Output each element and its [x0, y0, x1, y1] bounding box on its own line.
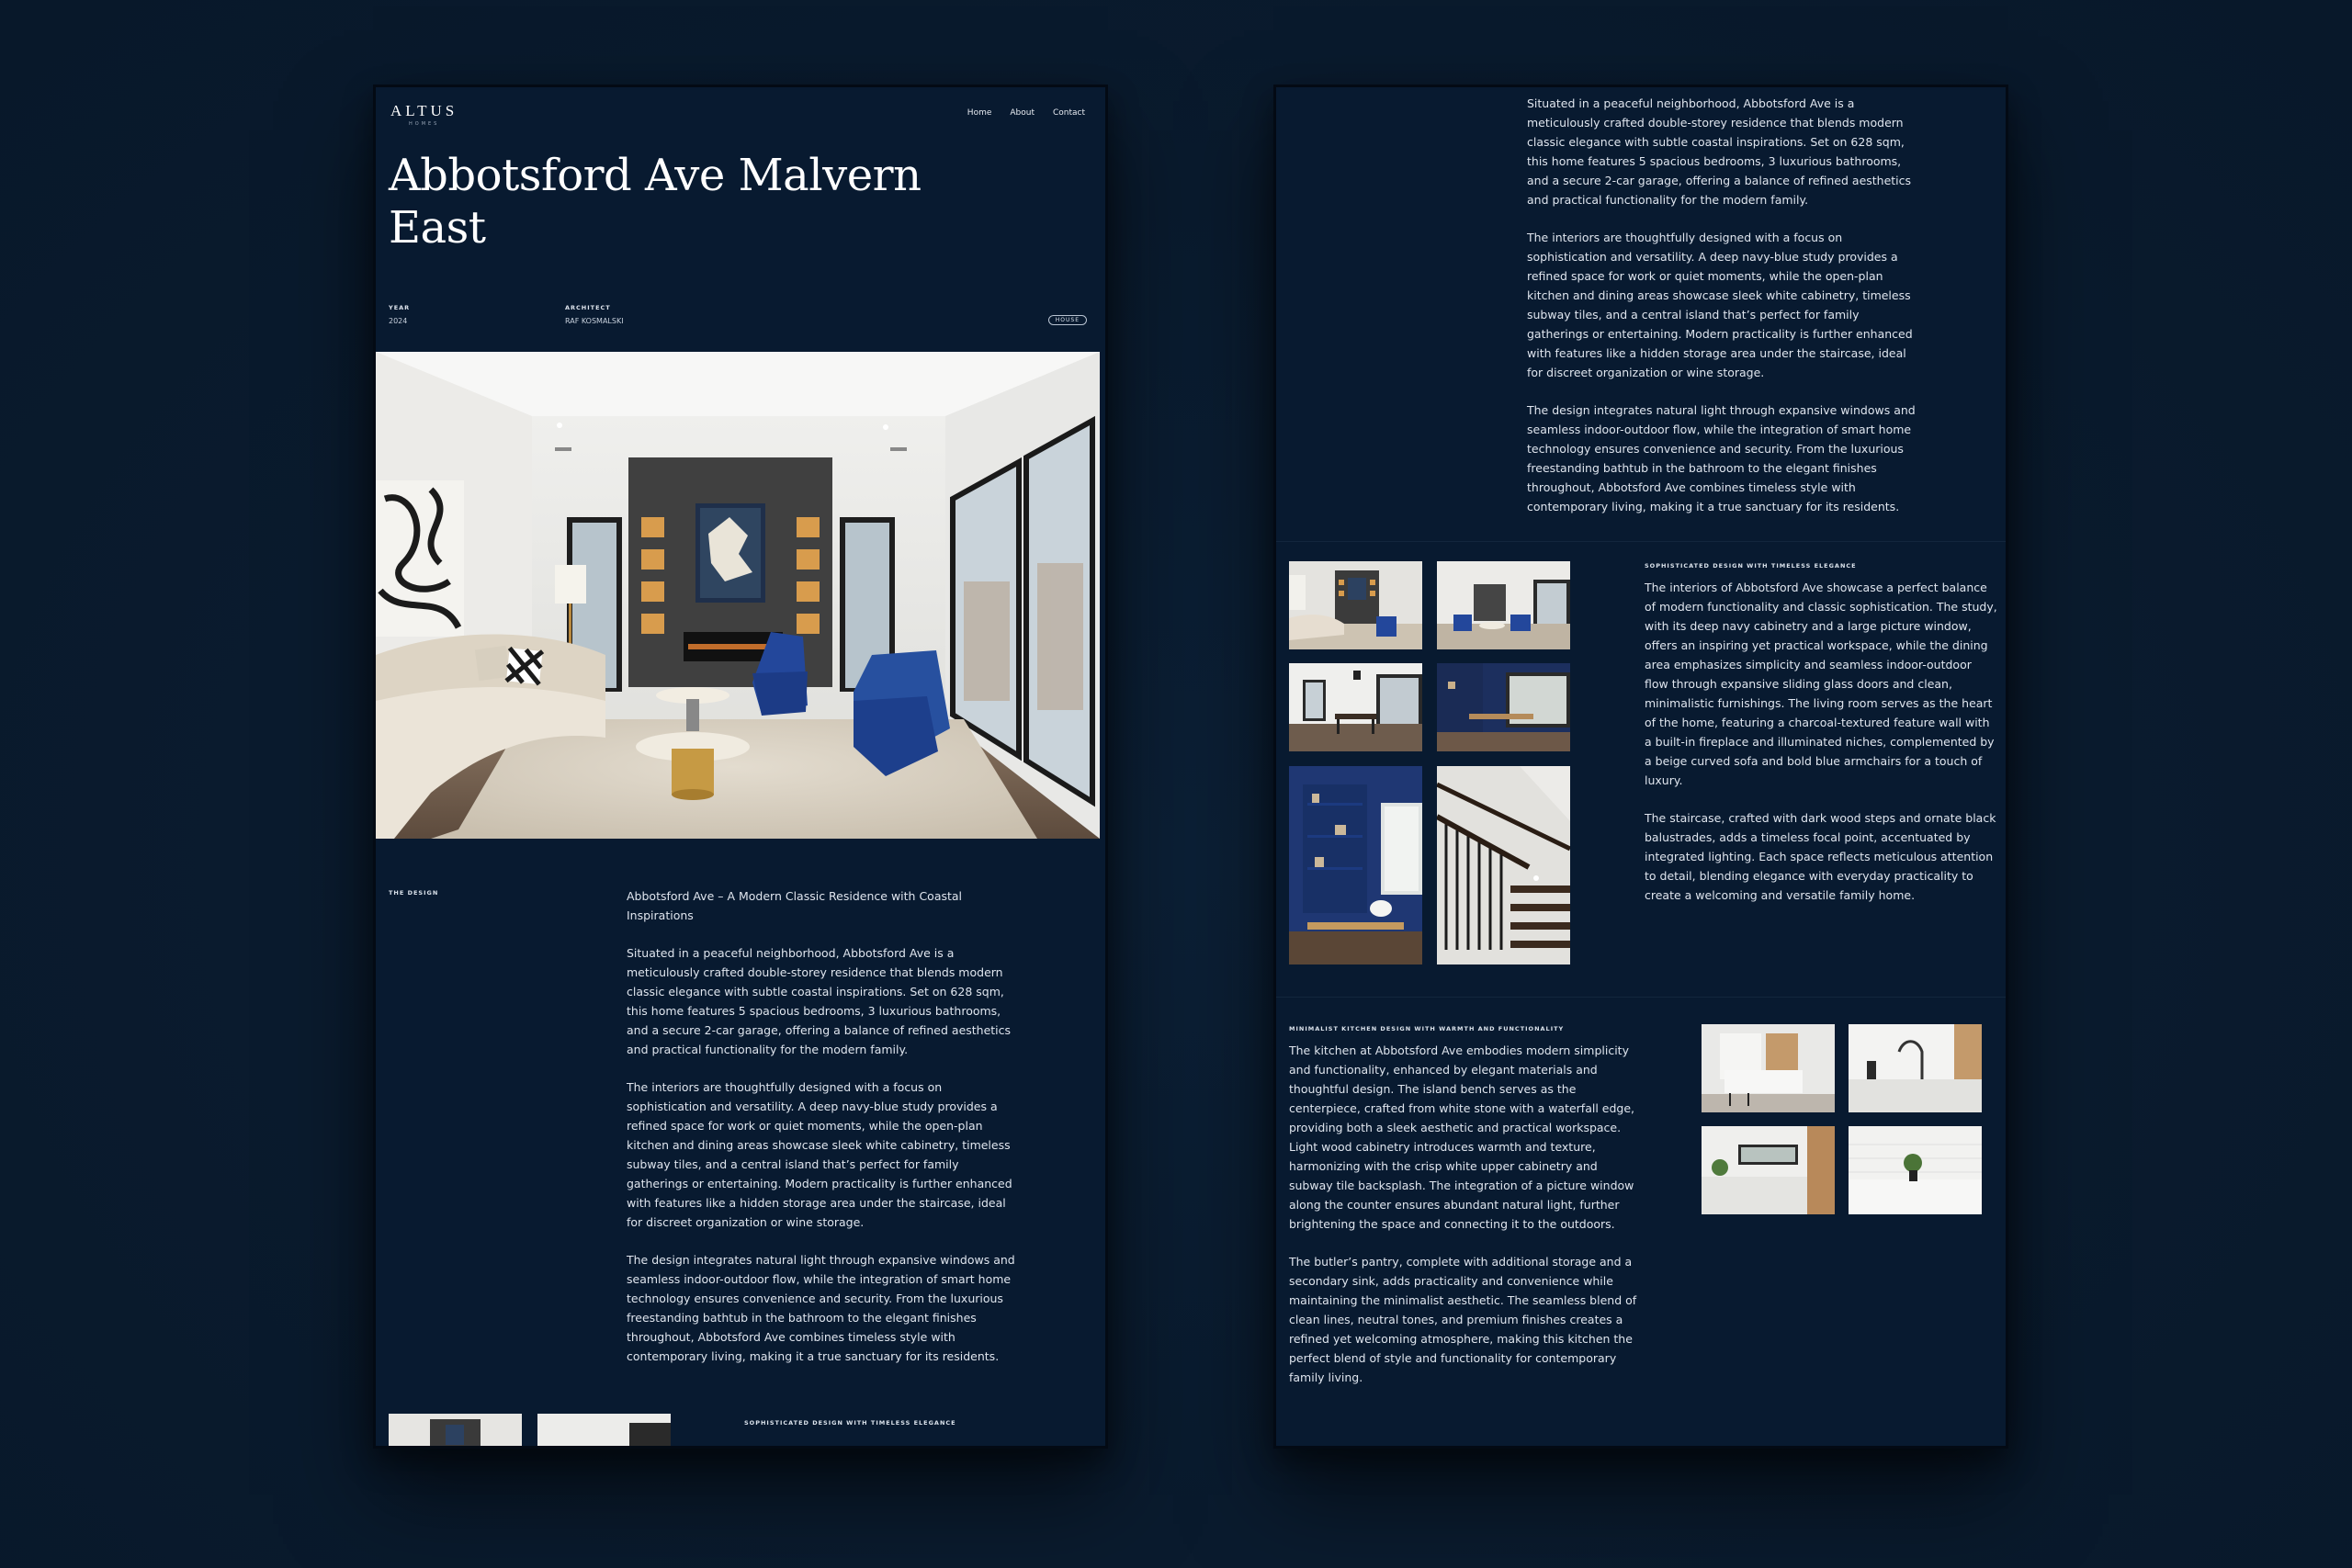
gallery-thumb-kitchen-sink[interactable]	[1849, 1024, 1982, 1112]
elegance-label: SOPHISTICATED DESIGN WITH TIMELESS ELEGANCE	[1645, 562, 1857, 570]
nav-home-link[interactable]: Home	[967, 108, 992, 118]
gallery-thumb-dining-partial[interactable]	[537, 1414, 671, 1449]
left-page-panel	[373, 85, 1108, 1449]
gallery-thumb-living-wide[interactable]	[1437, 561, 1570, 649]
gallery-thumb-study-cabinetry[interactable]	[1289, 766, 1422, 964]
architect-value: RAF KOSMALSKI	[565, 317, 624, 325]
year-value: 2024	[389, 317, 408, 325]
section-divider-2	[1276, 997, 2006, 998]
elegance-text-block	[1645, 578, 1998, 923]
kitchen-paragraph-1: The kitchen at Abbotsford Ave embodies modern simplicity and functionality, enhanced by elegant materials and thoughtful design. The island bench serves as the centerpiece, crafted from white stone with a waterfall edge, providing both a sleek aesthetic and practical workspace. Light wood cabinetry introduces warmth and texture, harmonizing with the crisp white upper cabinetry and subway tile backsplash. The integration of a picture window along the counter ensures abundant natural light, further brightening the space and connecting it to the outdoors.	[1289, 1043, 1635, 1231]
section-divider-1	[1276, 541, 2006, 542]
nav-about-link[interactable]: About	[1010, 108, 1035, 118]
gallery-thumb-dining[interactable]	[1289, 663, 1422, 751]
gallery-thumb-living-partial[interactable]	[389, 1414, 522, 1449]
design-continued-paragraph-3: The design integrates natural light through expansive windows and seamless indoor-outdoor flow, while the integration of smart home technology ensures convenience and security. From the luxurious freestanding bathtub in the bathroom to the elegant finishes throughout, Abbotsford Ave combines timeless style with contemporary living, making it a true sanctuary for its residents.	[1527, 403, 1916, 513]
main-nav	[967, 108, 1085, 118]
hero-living-room-image	[376, 352, 1100, 839]
the-design-label: THE DESIGN	[389, 889, 439, 897]
elegance-paragraph-2: The staircase, crafted with dark wood steps and ornate black balustrades, adds a timeless focal point, accentuated by integrated lighting. Each space reflects meticulous attention to detail, blending elegance with everyday practicality to create a welcoming and versatile family home.	[1645, 811, 1996, 902]
logo-subtitle: HOMES	[409, 121, 440, 127]
title-line-1: Abbotsford Ave Malvern	[389, 150, 922, 201]
altus-logo[interactable]: ALTUS	[390, 102, 458, 119]
nav-contact-link[interactable]: Contact	[1052, 108, 1085, 118]
design-heading: Abbotsford Ave – A Modern Classic Residence with Coastal Inspirations	[627, 889, 963, 922]
house-tag[interactable]: HOUSE	[1048, 315, 1087, 325]
page-title	[389, 150, 940, 254]
architect-label: ARCHITECT	[565, 304, 611, 311]
design-paragraph-2: The interiors are thoughtfully designed with a focus on sophistication and versatility. A deep navy-blue study provides a refined space for work or quiet moments, while the open-plan kitchen and dining areas showcase sleek white cabinetry, timeless subway tiles, and a central island that’s perfect for family gatherings or entertaining. Modern practicality is further enhanced with features like a hidden storage area under the staircase, ideal for discreet organization or wine storage.	[627, 1080, 1012, 1229]
design-text-continued	[1527, 94, 1922, 535]
gallery-thumb-living-room[interactable]	[1289, 561, 1422, 649]
kitchen-paragraph-2: The butler’s pantry, complete with additional storage and a secondary sink, adds practicality and convenience while maintaining the minimalist aesthetic. The seamless blend of clean lines, neutral tones, and premium finishes creates a refined yet welcoming atmosphere, making this kitchen the perfect blend of style and functionality for contemporary family living.	[1289, 1255, 1637, 1384]
design-paragraph-3: The design integrates natural light through expansive windows and seamless indoor-outdoor flow, while the integration of smart home technology ensures convenience and security. From the luxurious freestanding bathtub in the bathroom to the elegant finishes throughout, Abbotsford Ave combines timeless style with contemporary living, making it a true sanctuary for its residents.	[627, 1253, 1015, 1363]
kitchen-text-block	[1289, 1041, 1638, 1405]
title-line-2: East	[389, 202, 486, 254]
gallery-thumb-kitchen-window[interactable]	[1702, 1126, 1835, 1214]
elegance-paragraph-1: The interiors of Abbotsford Ave showcase a perfect balance of modern functionality and classic sophistication. The study, with its deep navy cabinetry and a large picture window, offers an inspiring yet practical workspace, while the dining area emphasizes simplicity and seamless indoor-outdoor flow through expansive sliding glass doors and clean, minimalistic furnishings. The living room serves as the heart of the home, featuring a charcoal-textured feature wall with a built-in fireplace and illuminated niches, complemented by a beige curved sofa and bold blue armchairs for a touch of luxury.	[1645, 581, 1997, 787]
gallery-thumb-kitchen-island[interactable]	[1702, 1024, 1835, 1112]
design-continued-paragraph-1: Situated in a peaceful neighborhood, Abbotsford Ave is a meticulously crafted double-storey residence that blends modern classic elegance with subtle coastal inspirations. Set on 628 sqm, this home features 5 spacious bedrooms, 3 luxurious bathrooms, and a secure 2-car garage, offering a balance of refined aesthetics and practical functionality for the modern family.	[1527, 96, 1912, 207]
gallery-thumb-kitchen-counter[interactable]	[1849, 1126, 1982, 1214]
gallery-thumb-study[interactable]	[1437, 663, 1570, 751]
design-continued-paragraph-2: The interiors are thoughtfully designed with a focus on sophistication and versatility. A deep navy-blue study provides a refined space for work or quiet moments, while the open-plan kitchen and dining areas showcase sleek white cabinetry, timeless subway tiles, and a central island that’s perfect for family gatherings or entertaining. Modern practicality is further enhanced with features like a hidden storage area under the staircase, ideal for discreet organization or wine storage.	[1527, 231, 1913, 379]
design-paragraph-1: Situated in a peaceful neighborhood, Abbotsford Ave is a meticulously crafted double-storey residence that blends modern classic elegance with subtle coastal inspirations. Set on 628 sqm, this home features 5 spacious bedrooms, 3 luxurious bathrooms, and a secure 2-car garage, offering a balance of refined aesthetics and practical functionality for the modern family.	[627, 946, 1012, 1056]
elegance-label-partial: SOPHISTICATED DESIGN WITH TIMELESS ELEGANCE	[744, 1419, 956, 1427]
design-text-block	[627, 886, 1022, 1384]
kitchen-label: MINIMALIST KITCHEN DESIGN WITH WARMTH AND FUNCTIONALITY	[1289, 1025, 1565, 1032]
gallery-thumb-staircase[interactable]	[1437, 766, 1570, 964]
right-page-panel	[1273, 85, 2008, 1449]
year-label: YEAR	[389, 304, 411, 311]
